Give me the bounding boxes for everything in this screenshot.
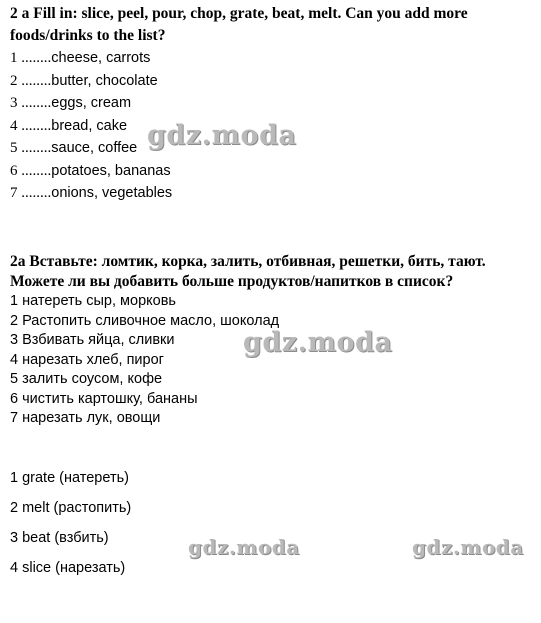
item-number: 6 [10,163,18,179]
watermark-logo: gdz.moda [147,120,297,151]
watermark-logo: gdz.moda [412,535,524,559]
item-words: sauce, coffee [51,140,138,156]
translation-item: 4 нарезать хлеб, пирог [10,352,164,368]
exercise-item [10,182,172,204]
item-number: 2 [10,73,18,89]
item-words: onions, vegetables [51,185,173,201]
exercise-heading-ru-line2: Можете ли вы добавить больше продуктов/напитков в список? [10,273,454,290]
translation-item: 3 Взбивать яйца, сливки [10,332,175,348]
item-number: 4 [10,118,18,134]
item-words: eggs, cream [51,95,132,111]
item-words: cheese, carrots [51,50,151,66]
translation-item: 7 нарезать лук, овощи [10,410,161,426]
translation-item: 2 Растопить сливочное масло, шоколад [10,313,280,329]
answer-item: 1 grate (натереть) [10,470,129,486]
exercise-item [10,70,158,92]
item-blank: ........ [21,95,52,111]
item-number: 7 [10,185,18,201]
answer-item: 4 slice (нарезать) [10,560,126,576]
translation-item: 5 залить соусом, кофе [10,371,163,387]
answer-item: 2 melt (растопить) [10,500,132,516]
exercise-heading-ru-line1: 2a Вставьте: ломтик, корка, залить, отбивная, решетки, бить, тают. [10,253,486,270]
item-number: 3 [10,95,18,111]
item-blank: ........ [21,185,52,201]
exercise-item [10,160,171,182]
item-words: butter, chocolate [51,73,158,89]
item-blank: ........ [21,73,52,89]
watermark-logo: gdz.moda [188,535,300,559]
exercise-heading-en-line1: 2 a Fill in: slice, peel, pour, chop, grate, beat, melt. Can you add more [10,5,468,22]
item-number: 1 [10,50,18,66]
exercise-item [10,47,150,69]
item-number: 5 [10,140,18,156]
item-words: bread, cake [51,118,128,134]
item-blank: ........ [21,140,52,156]
exercise-heading-en-line2: foods/drinks to the list? [10,27,166,44]
item-blank: ........ [21,118,52,134]
exercise-item [10,137,137,159]
exercise-item [10,92,131,114]
translation-item: 1 натереть сыр, морковь [10,293,176,309]
exercise-item [10,115,127,137]
item-words: potatoes, bananas [51,163,171,179]
translation-item: 6 чистить картошку, бананы [10,391,198,407]
item-blank: ........ [21,163,52,179]
item-blank: ........ [21,50,52,66]
watermark-logo: gdz.moda [243,327,393,358]
answer-item: 3 beat (взбить) [10,530,109,546]
